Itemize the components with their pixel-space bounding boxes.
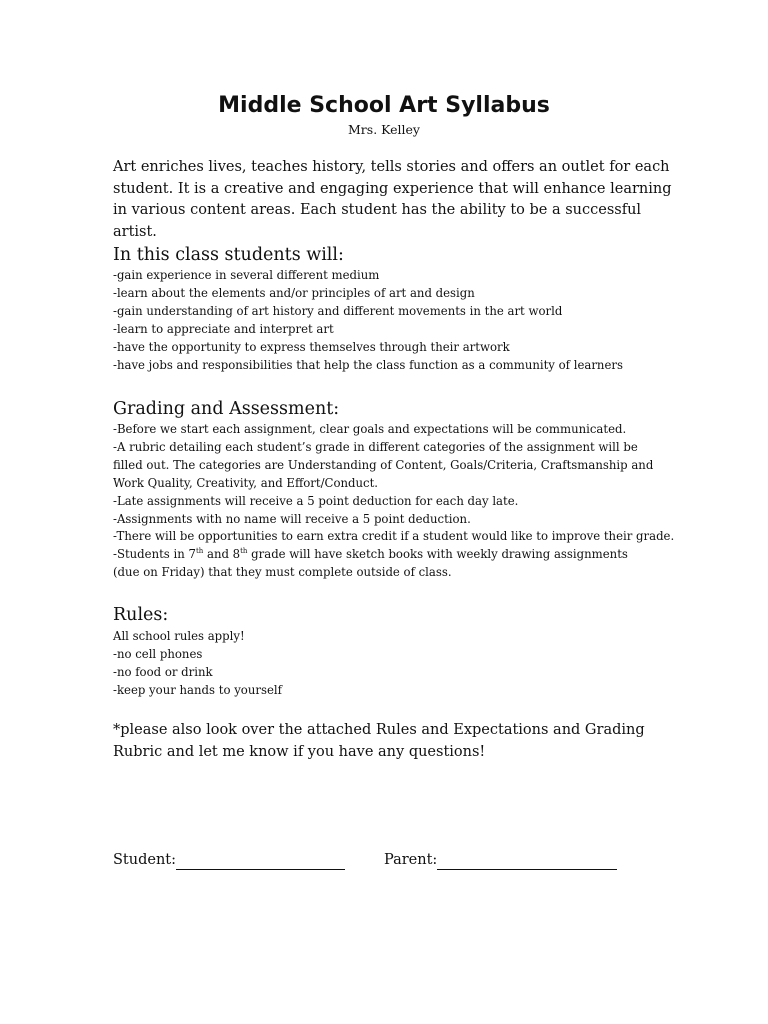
list-item: -gain understanding of art history and different movements in the art world <box>113 303 563 318</box>
goals-heading: In this class students will: <box>113 245 344 265</box>
list-item: All school rules apply! <box>113 629 245 643</box>
list-item: -There will be opportunities to earn extra credit if a student would like to improve their grade. <box>113 529 675 544</box>
author-name: Mrs. Kelley <box>348 122 420 137</box>
rules-heading: Rules: <box>113 605 169 625</box>
grading-list <box>113 421 675 582</box>
list-item: -Assignments with no name will receive a 5 point deduction. <box>113 511 471 526</box>
closing-note: *please also look over the attached Rules and Expectations and Grading Rubric and let me know if you have any questions! <box>113 722 645 760</box>
list-item: -no cell phones <box>113 646 203 661</box>
list-item: -no food or drink <box>113 664 213 679</box>
student-signature <box>113 850 345 870</box>
student-label: Student: <box>113 852 177 868</box>
parent-label: Parent: <box>384 852 438 868</box>
intro-paragraph: Art enriches lives, teaches history, tells stories and offers an outlet for each student. It is a creative and engaging experience that will enhance learning in various content areas. Each student has the ability to be a successful artist. <box>113 159 672 240</box>
list-item: -have the opportunity to express themselves through their artwork <box>113 339 510 354</box>
list-item: -A rubric detailing each student’s grade in different categories of the assignment will be filled out. The categories are Understanding of Content, Goals/Criteria, Craftsmanship and Work Quality, Creativity, and Effort/Conduct. <box>113 439 654 490</box>
parent-signature-line[interactable] <box>437 852 617 870</box>
list-item: -keep your hands to yourself <box>113 682 282 697</box>
parent-signature <box>384 850 617 870</box>
list-item: -Before we start each assignment, clear goals and expectations will be communicated. <box>113 422 627 436</box>
grading-heading: Grading and Assessment: <box>113 399 340 419</box>
page-title: Middle School Art Syllabus <box>218 93 550 118</box>
list-item: -have jobs and responsibilities that help the class function as a community of learners <box>113 357 623 372</box>
list-item: -gain experience in several different medium <box>113 268 380 282</box>
list-item-sketchbooks: -Students in 7th and 8th grade will have sketch books with weekly drawing assignments (due on Friday) that they must complete outside of class. <box>113 547 628 580</box>
goals-list <box>113 267 673 374</box>
rules-list <box>113 628 673 700</box>
list-item: -Late assignments will receive a 5 point deduction for each day late. <box>113 493 519 508</box>
student-signature-line[interactable] <box>176 852 345 870</box>
list-item: -learn about the elements and/or principles of art and design <box>113 285 475 300</box>
list-item: -learn to appreciate and interpret art <box>113 321 334 336</box>
